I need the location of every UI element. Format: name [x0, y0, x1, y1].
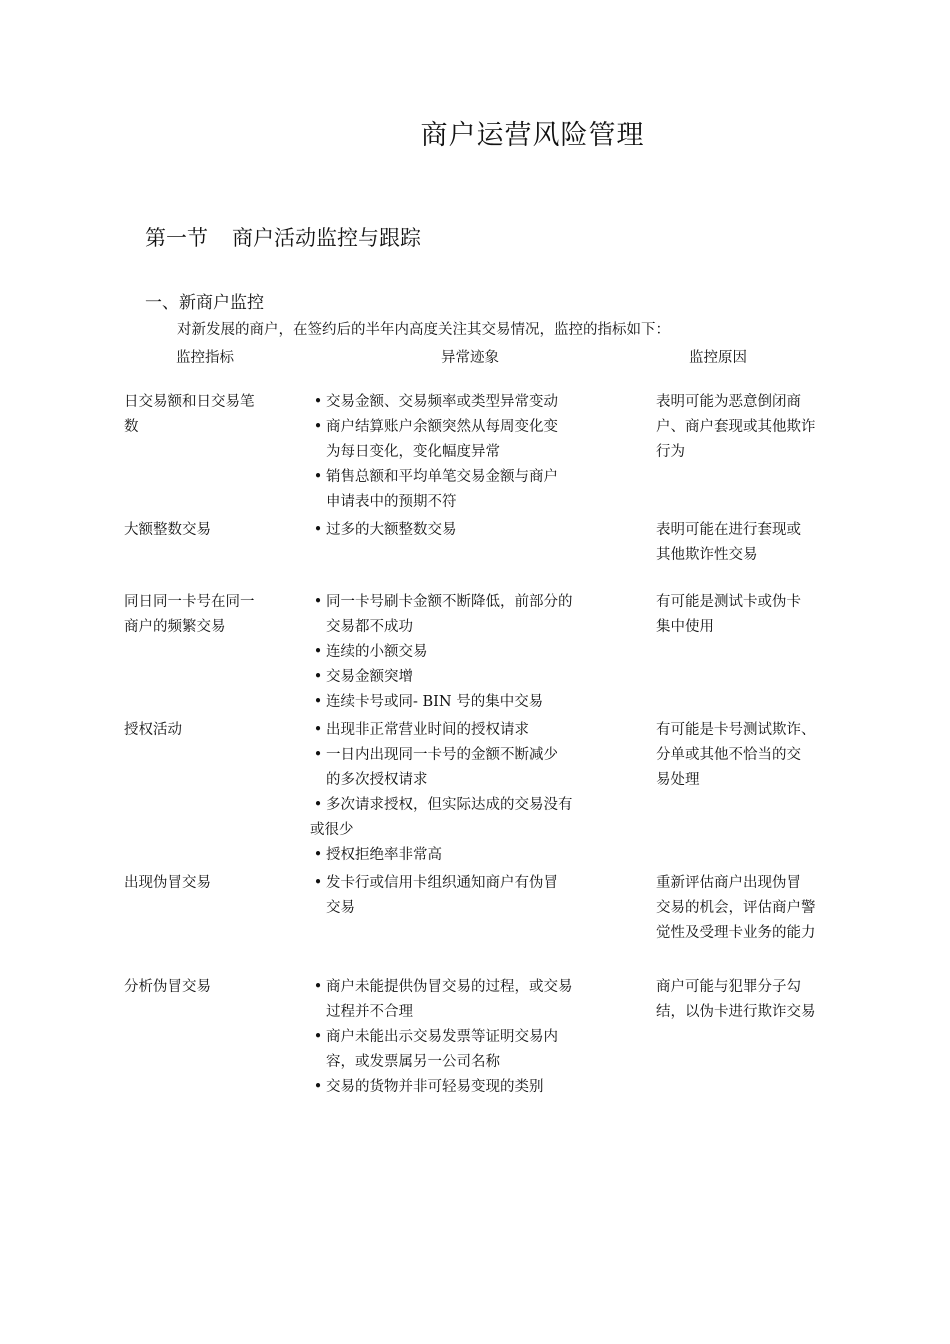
bullet-icon: •: [313, 694, 323, 710]
indicator-text: 商户的频繁交易: [124, 619, 226, 635]
anomaly-item-continued: [310, 818, 620, 843]
reason-cell: [656, 518, 846, 568]
anomaly-text: 授权拒绝率非常高: [326, 847, 442, 863]
anomaly-text: 销售总额和平均单笔交易金额与商户: [326, 469, 558, 485]
reason-text: 行为: [656, 444, 685, 460]
anomaly-text: 商户未能出示交易发票等证明交易内: [326, 1029, 558, 1045]
indicator-cell: [124, 390, 284, 440]
bullet-icon: •: [313, 522, 323, 538]
bullet-icon: •: [313, 469, 323, 485]
reason-text: 分单或其他不恰当的交: [656, 747, 801, 763]
header-indicator: 监控指标: [176, 350, 234, 366]
reason-text: 交易的机会，评估商户警: [656, 900, 816, 916]
bullet-icon: •: [313, 419, 323, 435]
indicator-text: 授权活动: [124, 722, 182, 738]
reason-cell: [656, 975, 846, 1025]
anomaly-text: 过多的大额整数交易: [326, 522, 457, 538]
reason-text: 结，以伪卡进行欺诈交易: [656, 1004, 816, 1020]
anomaly-text: 的多次授权请求: [326, 772, 428, 788]
anomaly-item-continued: [310, 490, 620, 515]
anomaly-item-continued: [310, 615, 620, 640]
anomaly-text: 连续卡号或同- BIN 号的集中交易: [326, 694, 544, 710]
reason-text: 重新评估商户出现伪冒: [656, 875, 801, 891]
anomaly-item-continued: [310, 1000, 620, 1025]
reason-text: 易处理: [656, 772, 700, 788]
anomaly-text: 商户结算账户余额突然从每周变化变: [326, 419, 558, 435]
bullet-icon: •: [313, 644, 323, 660]
indicator-cell: [124, 871, 284, 896]
anomaly-text: 发卡行或信用卡组织通知商户有伪冒: [326, 875, 558, 891]
anomaly-cell: [310, 718, 620, 868]
bullet-icon: •: [313, 1029, 323, 1045]
anomaly-item: [310, 390, 620, 415]
anomaly-text: 多次请求授权，但实际达成的交易没有: [326, 797, 573, 813]
indicator-cell: [124, 718, 284, 743]
section-name: 商户活动监控与跟踪: [232, 226, 421, 250]
anomaly-item: [310, 665, 620, 690]
bullet-icon: •: [313, 979, 323, 995]
anomaly-item-continued: [310, 1050, 620, 1075]
reason-text: 有可能是测试卡或伪卡: [656, 594, 801, 610]
reason-text: 其他欺诈性交易: [656, 547, 758, 563]
document-title: 商户运营风险管理: [420, 120, 645, 151]
anomaly-cell: [310, 390, 620, 515]
anomaly-item: [310, 690, 620, 715]
indicator-text: 同日同一卡号在同一: [124, 594, 255, 610]
indicator-text: 数: [124, 419, 139, 435]
reason-text: 户、商户套现或其他欺诈: [656, 419, 816, 435]
anomaly-item: [310, 1075, 620, 1100]
reason-cell: [656, 718, 846, 793]
indicator-cell: [124, 518, 284, 543]
header-reason: 监控原因: [689, 350, 747, 366]
bullet-icon: •: [313, 594, 323, 610]
anomaly-item: [310, 843, 620, 868]
anomaly-item: [310, 1025, 620, 1050]
anomaly-text: 交易金额、交易频率或类型异常变动: [326, 394, 558, 410]
anomaly-text: 商户未能提供伪冒交易的过程，或交易: [326, 979, 573, 995]
anomaly-cell: [310, 518, 620, 543]
bullet-icon: •: [313, 875, 323, 891]
indicator-text: 大额整数交易: [124, 522, 211, 538]
anomaly-text: 交易的货物并非可轻易变现的类别: [326, 1079, 544, 1095]
anomaly-cell: [310, 871, 620, 921]
reason-text: 有可能是卡号测试欺诈、: [656, 722, 816, 738]
anomaly-item: [310, 590, 620, 615]
bullet-icon: •: [313, 394, 323, 410]
anomaly-item-continued: [310, 896, 620, 921]
section-number: 第一节: [145, 226, 208, 250]
reason-text: 表明可能在进行套现或: [656, 522, 801, 538]
bullet-icon: •: [313, 797, 323, 813]
anomaly-text: 出现非正常营业时间的授权请求: [326, 722, 529, 738]
anomaly-item: [310, 975, 620, 1000]
reason-text: 商户可能与犯罪分子勾: [656, 979, 801, 995]
anomaly-text: 同一卡号刷卡金额不断降低，前部分的: [326, 594, 573, 610]
anomaly-text: 或很少: [310, 822, 354, 838]
bullet-icon: •: [313, 669, 323, 685]
anomaly-cell: [310, 590, 620, 715]
anomaly-item: [310, 465, 620, 490]
anomaly-item-continued: [310, 768, 620, 793]
anomaly-text: 过程并不合理: [326, 1004, 413, 1020]
intro-paragraph: 对新发展的商户，在签约后的半年内高度关注其交易情况，监控的指标如下：: [177, 322, 670, 338]
section-heading: [145, 222, 421, 252]
reason-cell: [656, 871, 846, 946]
anomaly-item-continued: [310, 440, 620, 465]
anomaly-item: [310, 640, 620, 665]
reason-text: 觉性及受理卡业务的能力: [656, 925, 816, 941]
bullet-icon: •: [313, 847, 323, 863]
anomaly-cell: [310, 975, 620, 1100]
bullet-icon: •: [313, 747, 323, 763]
bullet-icon: •: [313, 722, 323, 738]
anomaly-text: 交易都不成功: [326, 619, 413, 635]
reason-text: 表明可能为恶意倒闭商: [656, 394, 801, 410]
indicator-text: 出现伪冒交易: [124, 875, 211, 891]
anomaly-text: 一日内出现同一卡号的金额不断减少: [326, 747, 558, 763]
anomaly-item: [310, 518, 620, 543]
anomaly-text: 为每日变化，变化幅度异常: [326, 444, 500, 460]
anomaly-text: 申请表中的预期不符: [326, 494, 457, 510]
anomaly-text: 容，或发票属另一公司名称: [326, 1054, 500, 1070]
indicator-text: 日交易额和日交易笔: [124, 394, 255, 410]
anomaly-item: [310, 871, 620, 896]
reason-cell: [656, 590, 846, 640]
anomaly-text: 交易: [326, 900, 355, 916]
anomaly-item: [310, 743, 620, 768]
anomaly-text: 交易金额突增: [326, 669, 413, 685]
indicator-cell: [124, 590, 284, 640]
anomaly-item: [310, 415, 620, 440]
anomaly-item: [310, 718, 620, 743]
indicator-cell: [124, 975, 284, 1000]
anomaly-item: [310, 793, 620, 818]
reason-cell: [656, 390, 846, 465]
bullet-icon: •: [313, 1079, 323, 1095]
indicator-text: 分析伪冒交易: [124, 979, 211, 995]
subsection-heading: 一、新商户监控: [145, 293, 264, 313]
reason-text: 集中使用: [656, 619, 714, 635]
anomaly-text: 连续的小额交易: [326, 644, 428, 660]
header-anomaly: 异常迹象: [441, 350, 499, 366]
